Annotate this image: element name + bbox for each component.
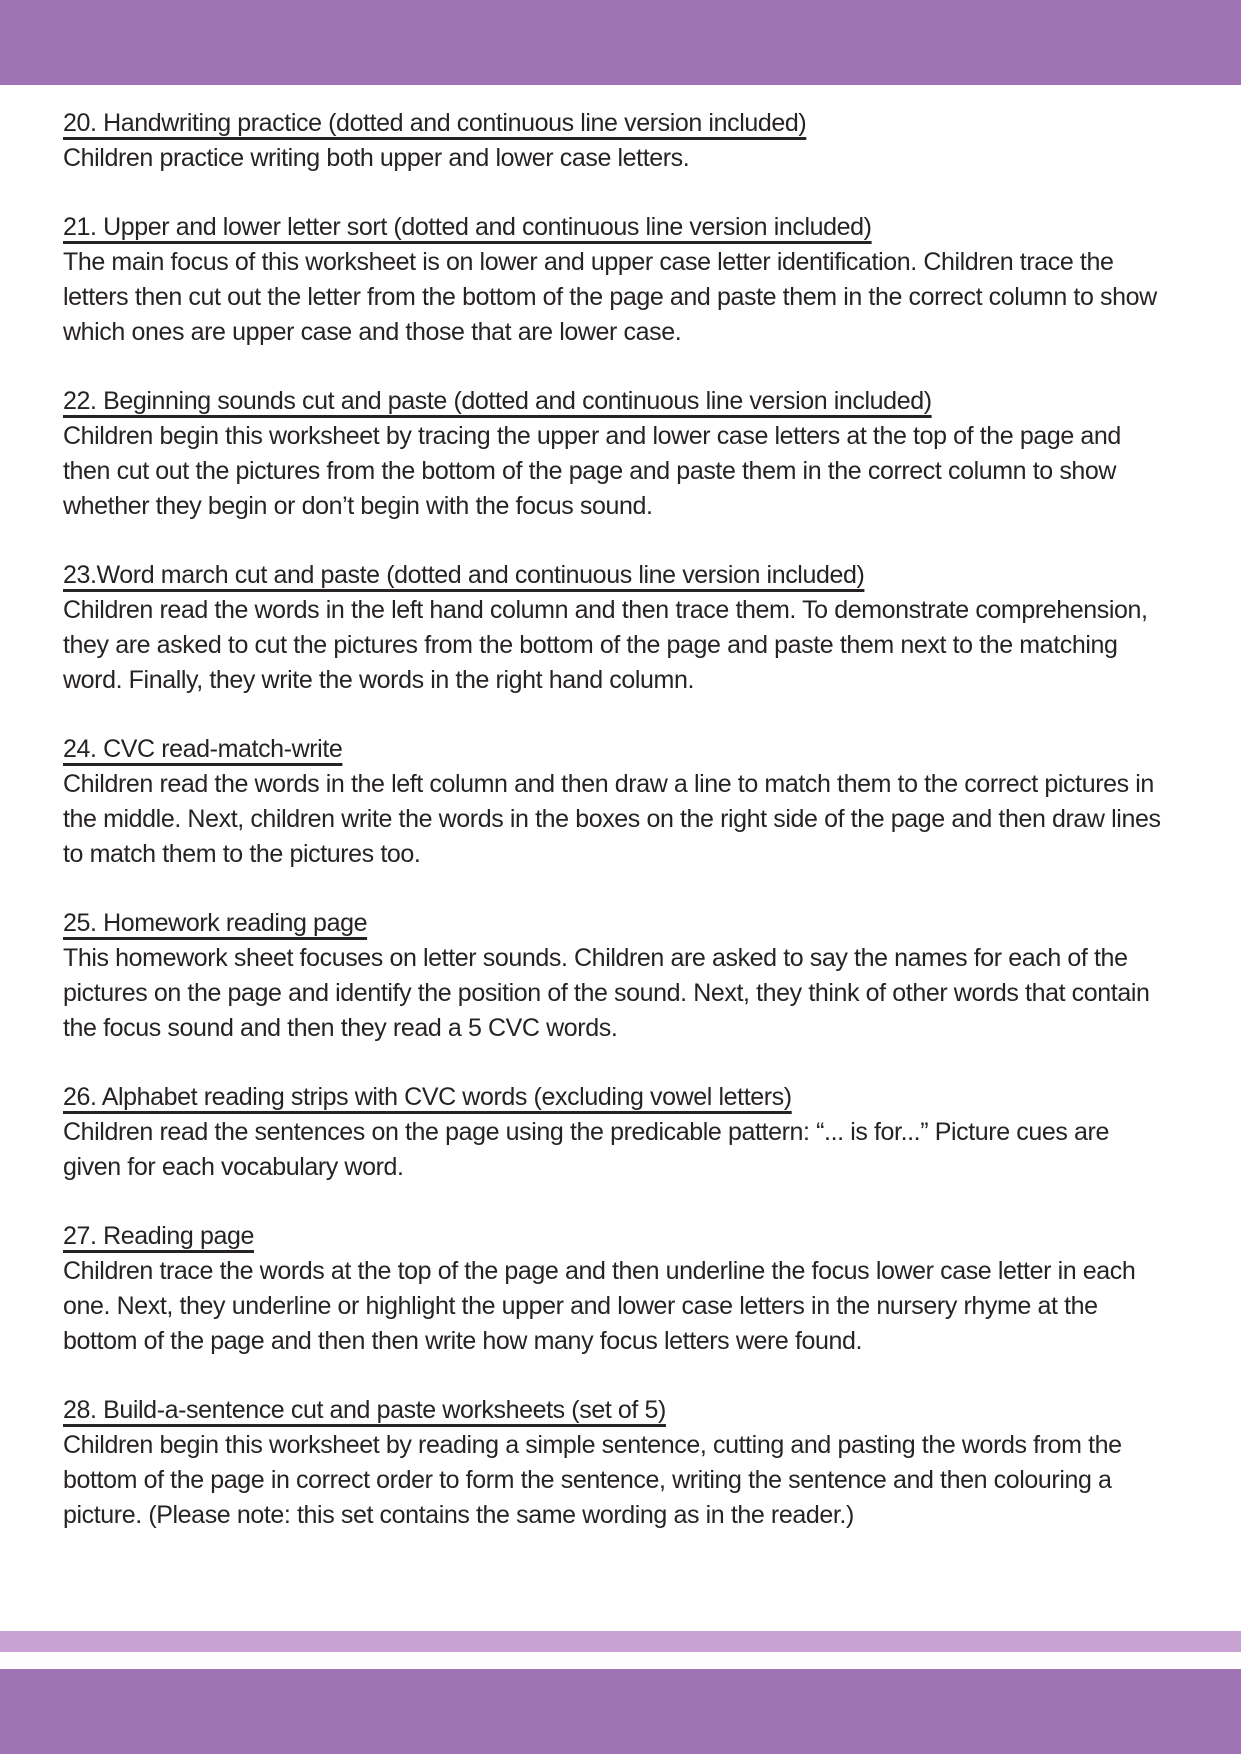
worksheet-item-20	[63, 106, 1173, 176]
worksheet-item-23	[63, 558, 1173, 698]
item-body: Children read the sentences on the page using the predicable pattern: “... is for...” Picture cues are given for each vocabulary word.	[63, 1118, 1116, 1181]
item-heading: 21. Upper and lower letter sort (dotted and continuous line version included)	[63, 213, 872, 241]
footer-light-bar	[0, 1631, 1241, 1652]
worksheet-item-24	[63, 732, 1173, 872]
item-heading: 24. CVC read-match-write	[63, 735, 343, 763]
item-heading: 20. Handwriting practice (dotted and continuous line version included)	[63, 109, 807, 137]
worksheet-item-21	[63, 210, 1173, 350]
footer-white-strip	[0, 1652, 1241, 1669]
item-heading: 28. Build-a-sentence cut and paste worksheets (set of 5)	[63, 1396, 666, 1424]
item-heading: 22. Beginning sounds cut and paste (dotted and continuous line version included)	[63, 387, 932, 415]
item-body: Children trace the words at the top of the page and then underline the focus lower case letter in each one. Next, they underline or highlight the upper and lower case letters in the nursery rhyme at the bottom of the page and then then write how many focus letters were found.	[63, 1257, 1142, 1355]
item-body: The main focus of this worksheet is on lower and upper case letter identification. Children trace the letters then cut out the letter from the bottom of the page and paste them in the correct column to show which ones are upper case and those that are lower case.	[63, 248, 1164, 346]
item-heading: 23.Word march cut and paste (dotted and continuous line version included)	[63, 561, 865, 589]
worksheet-item-28	[63, 1393, 1173, 1533]
worksheet-list	[63, 106, 1173, 1567]
worksheet-item-27	[63, 1219, 1173, 1359]
item-body: This homework sheet focuses on letter sounds. Children are asked to say the names for each of the pictures on the page and identify the position of the sound. Next, they think of other words that contain the focus sound and then they read a 5 CVC words.	[63, 944, 1157, 1042]
worksheet-item-26	[63, 1080, 1173, 1185]
item-heading: 27. Reading page	[63, 1222, 254, 1250]
item-body: Children begin this worksheet by reading a simple sentence, cutting and pasting the words from the bottom of the page in correct order to form the sentence, writing the sentence and then colouring a picture. (Please note: this set contains the same wording as in the reader.)	[63, 1431, 1129, 1529]
item-body: Children begin this worksheet by tracing the upper and lower case letters at the top of the page and then cut out the pictures from the bottom of the page and paste them in the correct column to show whether they begin or don’t begin with the focus sound.	[63, 422, 1128, 520]
item-body: Children read the words in the left hand column and then trace them. To demonstrate comprehension, they are asked to cut the pictures from the bottom of the page and paste them next to the matching word. Finally, they write the words in the right hand column.	[63, 596, 1161, 694]
top-banner	[0, 0, 1241, 85]
item-body: Children read the words in the left column and then draw a line to match them to the correct pictures in the middle. Next, children write the words in the boxes on the right side of the page and then draw lines to match them to the pictures too.	[63, 770, 1168, 868]
footer-dark-bar	[0, 1669, 1241, 1754]
worksheet-item-22	[63, 384, 1173, 524]
item-heading: 26. Alphabet reading strips with CVC words (excluding vowel letters)	[63, 1083, 792, 1111]
item-heading: 25. Homework reading page	[63, 909, 368, 937]
worksheet-item-25	[63, 906, 1173, 1046]
item-body: Children practice writing both upper and lower case letters.	[63, 144, 690, 172]
